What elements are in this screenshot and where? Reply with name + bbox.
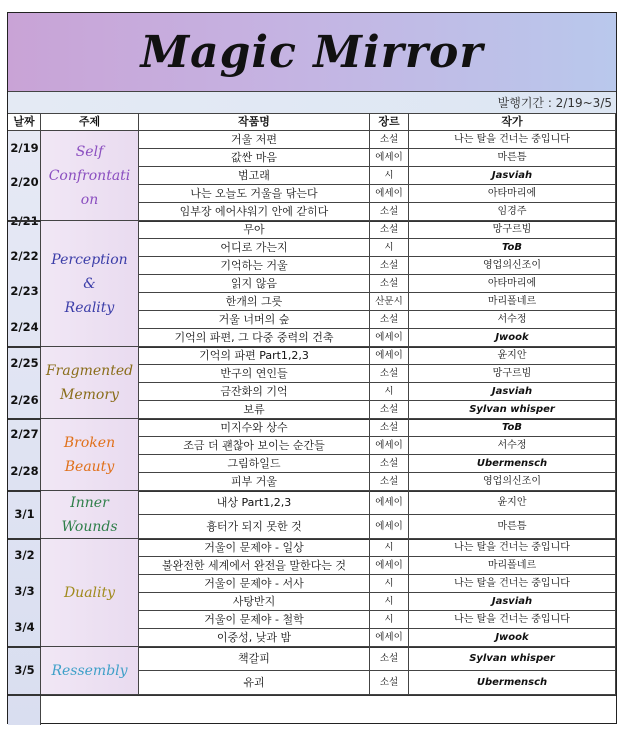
row-genre: 소설 (370, 365, 409, 383)
row-genre: 에세이 (370, 491, 409, 515)
row-work: 거울이 문제야 - 철학 (139, 611, 370, 629)
row-author: ToB (409, 419, 616, 437)
row-author: Jwook (409, 329, 616, 347)
row-author: Sylvan whisper (409, 647, 616, 671)
header-genre: 장르 (370, 114, 409, 131)
row-work: 값싼 마음 (139, 149, 370, 167)
row-genre: 소설 (370, 275, 409, 293)
theme-cell (41, 539, 139, 647)
theme-line: Inner (70, 494, 109, 511)
header-theme: 주제 (41, 114, 139, 131)
row-work: 이중성, 낮과 밤 (139, 629, 370, 647)
date-label: 2/27 (10, 427, 39, 442)
row-genre: 소설 (370, 455, 409, 473)
theme-cell (41, 347, 139, 419)
row-author: 윤지안 (409, 347, 616, 365)
row-genre: 소설 (370, 221, 409, 239)
row-author: 아타마리에 (409, 275, 616, 293)
row-genre: 시 (370, 539, 409, 557)
header-work: 작품명 (139, 114, 370, 131)
row-genre: 에세이 (370, 329, 409, 347)
row-genre: 시 (370, 611, 409, 629)
theme-cell (41, 131, 139, 221)
row-author: 나는 탈을 건너는 중입니다 (409, 575, 616, 593)
row-genre: 산문시 (370, 293, 409, 311)
row-work: 그림하일드 (139, 455, 370, 473)
row-genre: 에세이 (370, 347, 409, 365)
row-author: 나는 탈을 건너는 중입니다 (409, 131, 616, 149)
magazine-title: Magic Mirror (140, 26, 484, 78)
row-author: 영업의신조이 (409, 473, 616, 491)
row-author: 나는 탈을 건너는 중입니다 (409, 611, 616, 629)
row-work: 흉터가 되지 못한 것 (139, 515, 370, 539)
row-work: 거울이 문제야 - 서사 (139, 575, 370, 593)
theme-line: on (80, 191, 99, 208)
row-work: 금잔화의 기억 (139, 383, 370, 401)
date-label: 2/19 (10, 141, 39, 156)
theme-line: Broken (63, 434, 116, 451)
row-author: 마른틈 (409, 149, 616, 167)
row-genre: 에세이 (370, 149, 409, 167)
row-author: Ubermensch (409, 671, 616, 695)
row-work: 무아 (139, 221, 370, 239)
row-work: 보류 (139, 401, 370, 419)
row-genre: 소설 (370, 401, 409, 419)
row-work: 조금 더 괜찮아 보이는 순간들 (139, 437, 370, 455)
date-label: 2/20 (10, 175, 39, 190)
title-banner (8, 13, 616, 92)
row-work: 임부장 에어샤워기 안에 갇히다 (139, 203, 370, 221)
theme-cell (41, 491, 139, 539)
row-work: 거울 저편 (139, 131, 370, 149)
row-work: 읽지 않음 (139, 275, 370, 293)
date-label: 2/24 (10, 320, 39, 335)
date-label: 2/23 (10, 284, 39, 299)
row-work: 어디로 가는지 (139, 239, 370, 257)
theme-line: Duality (63, 584, 116, 601)
row-work: 한개의 그릇 (139, 293, 370, 311)
theme-cell (41, 419, 139, 491)
theme-line: Fragmented (45, 362, 134, 379)
row-genre: 시 (370, 575, 409, 593)
date-label: 3/2 (14, 548, 35, 563)
row-author: 영업의신조이 (409, 257, 616, 275)
date-label: 2/25 (10, 356, 39, 371)
row-work: 기억의 파편, 그 다중 중력의 건축 (139, 329, 370, 347)
row-author: 서수정 (409, 311, 616, 329)
row-genre: 소설 (370, 419, 409, 437)
theme-line: & (83, 275, 96, 292)
row-genre: 소설 (370, 671, 409, 695)
row-author: Jasviah (409, 593, 616, 611)
theme-line: Memory (60, 386, 119, 403)
row-work: 거울 너머의 숲 (139, 311, 370, 329)
row-author: Jasviah (409, 167, 616, 185)
row-work: 유괴 (139, 671, 370, 695)
schedule-table (8, 114, 616, 725)
row-genre: 소설 (370, 647, 409, 671)
row-work: 기억하는 거울 (139, 257, 370, 275)
theme-line: Perception (51, 251, 128, 268)
row-work: 책갈피 (139, 647, 370, 671)
row-work: 기억의 파편 Part1,2,3 (139, 347, 370, 365)
row-author: Sylvan whisper (409, 401, 616, 419)
row-work: 범고래 (139, 167, 370, 185)
theme-cell (41, 221, 139, 347)
row-work: 거울이 문제야 - 일상 (139, 539, 370, 557)
row-genre: 시 (370, 167, 409, 185)
row-genre: 소설 (370, 257, 409, 275)
row-genre: 소설 (370, 203, 409, 221)
row-work: 미지수와 상수 (139, 419, 370, 437)
row-genre: 에세이 (370, 437, 409, 455)
header-date: 날짜 (8, 114, 41, 131)
row-genre: 소설 (370, 311, 409, 329)
row-author: Jasviah (409, 383, 616, 401)
theme-line: Self (75, 143, 104, 160)
row-author: 임경주 (409, 203, 616, 221)
date-label: 3/3 (14, 584, 35, 599)
row-author: 윤지안 (409, 491, 616, 515)
date-label: 2/28 (10, 464, 39, 479)
row-genre: 에세이 (370, 515, 409, 539)
row-genre: 시 (370, 239, 409, 257)
row-author: 나는 탈을 건너는 중입니다 (409, 539, 616, 557)
schedule-sheet (7, 12, 617, 724)
row-author: Jwook (409, 629, 616, 647)
theme-line: Wounds (61, 518, 118, 535)
row-author: 서수정 (409, 437, 616, 455)
row-genre: 에세이 (370, 185, 409, 203)
row-author: 망구르빔 (409, 221, 616, 239)
row-genre: 에세이 (370, 629, 409, 647)
row-author: 마리폴네르 (409, 557, 616, 575)
row-genre: 에세이 (370, 557, 409, 575)
date-label: 3/1 (14, 506, 35, 521)
date-label: 3/5 (14, 662, 35, 677)
theme-line: Reality (64, 299, 115, 316)
date-label: 2/26 (10, 393, 39, 408)
theme-cell (41, 647, 139, 695)
date-label: 3/4 (14, 620, 35, 635)
theme-line: Confrontati (48, 167, 131, 184)
row-work: 불완전한 세계에서 완전을 말한다는 것 (139, 557, 370, 575)
row-work: 반구의 연인들 (139, 365, 370, 383)
row-author: 마른틈 (409, 515, 616, 539)
theme-line: Beauty (64, 458, 115, 475)
row-author: ToB (409, 239, 616, 257)
row-author: 마리폴네르 (409, 293, 616, 311)
row-genre: 소설 (370, 131, 409, 149)
row-genre: 시 (370, 593, 409, 611)
theme-line: Ressembly (51, 662, 128, 679)
header-author: 작가 (409, 114, 616, 131)
date-label: 2/22 (10, 249, 39, 264)
row-genre: 시 (370, 383, 409, 401)
row-genre: 소설 (370, 473, 409, 491)
publication-period: 발행기간 : 2/19~3/5 (8, 92, 616, 114)
row-work: 사탕반지 (139, 593, 370, 611)
row-work: 나는 오늘도 거울을 닦는다 (139, 185, 370, 203)
row-author: 아타마리에 (409, 185, 616, 203)
row-author: 망구르빔 (409, 365, 616, 383)
row-work: 내상 Part1,2,3 (139, 491, 370, 515)
row-work: 피부 거울 (139, 473, 370, 491)
row-author: Ubermensch (409, 455, 616, 473)
